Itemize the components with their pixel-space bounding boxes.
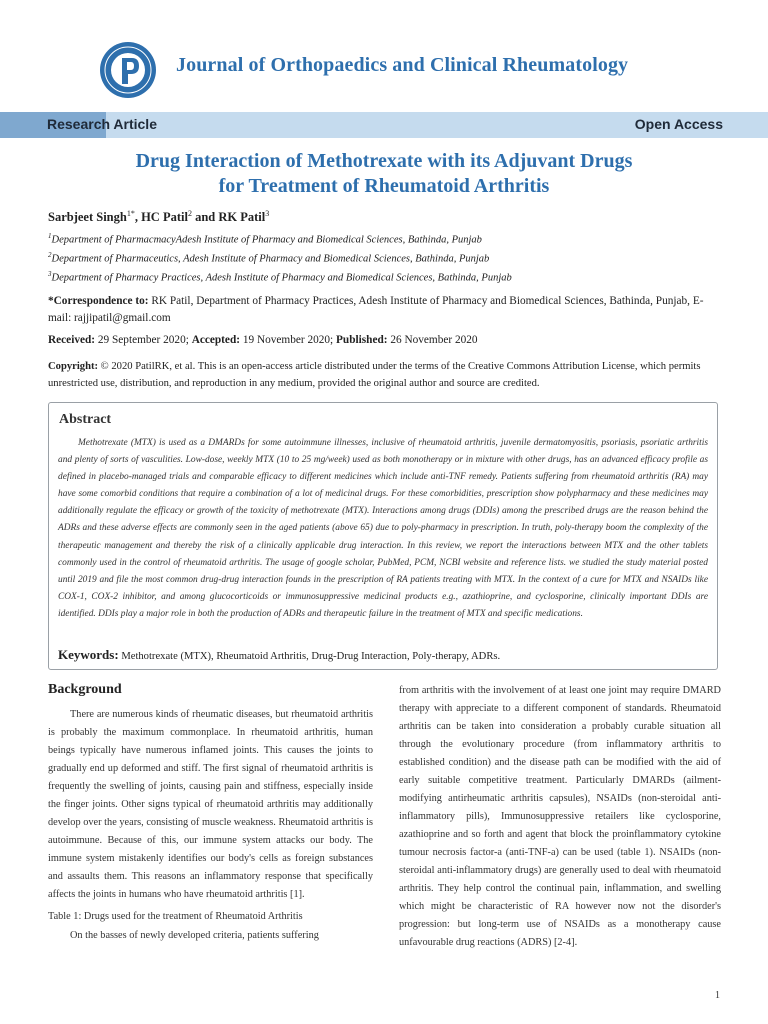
affiliation-sup: 2	[48, 251, 52, 259]
affiliation	[48, 251, 489, 265]
journal-logo-icon	[98, 40, 158, 100]
accepted-date: 19 November 2020;	[240, 334, 334, 346]
copyright-label: Copyright:	[48, 361, 99, 372]
author-separator: and	[191, 210, 219, 225]
received-label: Received:	[48, 334, 96, 346]
author-sup: 1*	[126, 209, 135, 218]
background-paragraph: On the basses of newly developed criteria, patients suffering	[70, 930, 319, 941]
affiliation-sup: 3	[48, 270, 52, 278]
abstract-body	[58, 435, 708, 623]
affiliation	[48, 270, 512, 284]
keywords	[58, 647, 500, 663]
published-date: 26 November 2020	[387, 334, 478, 346]
article-title-line2: for Treatment of Rheumatoid Arthritis	[218, 175, 550, 197]
affiliation-text: Department of Pharmacy Practices, Adesh Institute of Pharmacy and Biomedical Sciences, Bathinda, Punjab	[51, 272, 512, 284]
table-caption: Table 1: Drugs used for the treatment of Rheumatoid Arthritis	[48, 911, 303, 922]
article-title	[48, 149, 720, 199]
author-separator: ,	[134, 210, 142, 225]
copyright-text: © 2020 PatilRK, et al. This is an open-access article distributed under the terms of the Creative Commons Attribution License, which permits unrestricted use, distribution, and reproduction in any medium, provided the original author and source are credited.	[48, 361, 701, 389]
abstract-box	[48, 402, 718, 670]
background-heading: Background	[48, 682, 122, 697]
background-paragraph-continued: from arthritis with the involvement of at least one joint may require DMARD therapy with appreciate to a different component of standards. Rheumatoid arthritis can be taken into consideration a probably curable situation all through the evolutionary procedure (from inflammatory arthritis to established condition) and the disease path can be modified with the aid of early suitable competitive treatment. Particularly DMARDs (ailment-modifying antirheumatic arthritis capsules), NSAIDs (non-steroidal anti-inflammatory pills), Immunosuppressive retailers like cyclosporine, azathioprine and so forth and agent that block the proinflammatory cytokine tumour necrosis factor-a (anti-TNF-a) can be used (table 1). NSAIDs (non-steroidal anti-inflammatory drugs) are generally used to deal with rheumatoid arthritis. They help control the continual pain, inflammation, and swelling which might be characteristic of RA however now not the disorder's progression: but long-term use of NSAIDs as a monotherapy cause unfavourable drug reactions (ADRS) [2-4].	[399, 685, 721, 948]
author-name: RK Patil	[218, 210, 266, 225]
journal-header	[0, 0, 768, 112]
author-name: HC Patil	[141, 210, 188, 225]
journal-title: Journal of Orthopaedics and Clinical Rheumatology	[176, 54, 629, 76]
affiliation-text: Department of Pharmaceutics, Adesh Institute of Pharmacy and Biomedical Sciences, Bathinda, Punjab	[51, 253, 490, 265]
affiliation-text: Department of PharmacmacyAdesh Institute of Pharmacy and Biomedical Sciences, Bathinda, Punjab	[51, 234, 482, 246]
keywords-text: Methotrexate (MTX), Rheumatoid Arthritis, Drug-Drug Interaction, Poly-therapy, ADRs.	[118, 651, 501, 662]
background-paragraph: There are numerous kinds of rheumatic diseases, but rheumatoid arthritis is probably the maximum commonplace. In rheumatoid arthritis, human beings typically have numerous inflamed joints. This causes the joints to gradually end up deformed and stiff. The first signal of rheumatoid arthritis is frequently the swelling of joints, causing pain and stiffness, especially inside the finger joints. Other signs typical of rheumatoid arthritis may additionally develop over the years, consisting of muscle weakness. Rheumatoid arthritis is autoimmune. Because of this, our immune system attacks our body. The immune system mistakenly identifies our body's cells as foreign substances and assaults them. This reasons an inflammatory response that specifically affects the joints in humans who have rheumatoid arthritis [1].	[48, 709, 373, 900]
published-label: Published:	[336, 334, 388, 346]
accepted-label: Accepted:	[191, 334, 240, 346]
article-type-banner	[0, 112, 768, 138]
article-title-line1: Drug Interaction of Methotrexate with its Adjuvant Drugs	[135, 150, 633, 172]
article-dates	[48, 334, 478, 346]
abstract-text: Methotrexate (MTX) is used as a DMARDs for some autoimmune illnesses, inclusive of rheumatoid arthritis, juvenile dermatomyositis, psoriasis, psoriatic arthritis and plenty of sorts of vasculities. Low-dose, weekly MTX (10 to 25 mg/week) used as both monotherapy or in mixture with other drugs, has an advanced efficacy profile as defined in placebo-managed trials and comparable efficacy to different medicines which include anti-TNF remedy. Patients suffering from rheumatoid arthritis (RA) may have some comorbid conditions that require a combination of a lot of medicinal drugs. For these comorbidities, prescription show polypharmacy and these medicines may additionally regulate the efficacy or growth of the toxicity of methotrexate (MTX). Interactions among drugs (DDIs) among the prescribed drugs are the reason behind the ADRs and these adverse effects are commonly seen in the aged patients (above 65) due to poly-pharmacy in prescription. In truth, poly-therapy boom the complexity of the therapeutic management and thereby the risk of a clinically applicable drug interaction. In this review, we report the interactions between MTX and the other tablets commonly used in the control of rheumatoid arthritis. The usage of google scholar, PubMed, PCM, NCBI website and reference lists. we studied the study material posted until 2019 and file the most common drug-drug interaction founds in the prescription of RA patients treating with MTX. In the context of a cure for MTX and NSAIDs like COX-1, COX-2 inhibitor, and among glucocorticoids or immunosuppressive medicinal products e.g., azathioprine, and cyclosporine, clinically important DDIs are identified. DDIs play a major role in both the production of ADRs and therapeutic failure in the treatment of MTX and specific medications.	[58, 438, 708, 619]
author-sup: 2	[187, 209, 192, 218]
affiliation-sup: 1	[48, 232, 52, 240]
affiliation	[48, 232, 482, 246]
article-type-label: Research Article	[47, 116, 157, 132]
author-sup: 3	[265, 209, 270, 218]
keywords-label: Keywords:	[58, 647, 119, 662]
correspondence-text: RK Patil, Department of Pharmacy Practices, Adesh Institute of Pharmacy and Biomedical Sciences, Bathinda, Punjab, E-mail: rajjipatil@gmail.com	[48, 295, 704, 324]
page-number: 1	[715, 990, 720, 1001]
author-list	[48, 209, 269, 225]
left-column	[48, 682, 373, 945]
correspondence-label: *Correspondence to:	[48, 295, 149, 307]
open-access-label: Open Access	[634, 116, 723, 132]
correspondence	[48, 293, 720, 327]
author-name: Sarbjeet Singh	[48, 210, 127, 225]
received-date: 29 September 2020;	[95, 334, 189, 346]
copyright-notice	[48, 358, 720, 392]
right-column	[399, 682, 721, 952]
abstract-heading: Abstract	[59, 412, 112, 427]
